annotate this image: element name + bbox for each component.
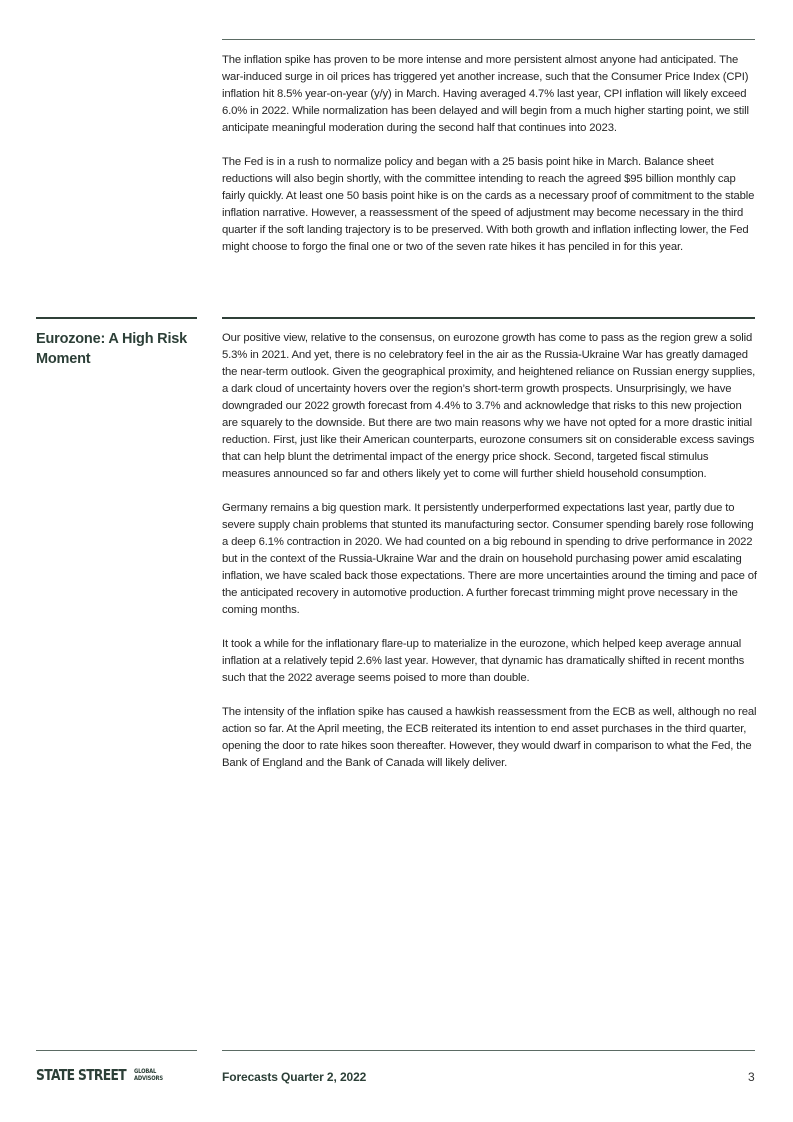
logo-subtext xyxy=(134,1068,163,1082)
eurozone-paragraph-3: It took a while for the inflationary flare-up to materialize in the eurozone, which helped keep average annual inflation at a relatively tepid 2.6% last year. However, that dynamic has dramatically shifted in recent months such that the 2022 average seems poised to more than double. xyxy=(222,638,745,684)
us-section-body xyxy=(222,52,758,256)
page-number: 3 xyxy=(748,1070,755,1084)
logo-subtext-line2: ADVISORS xyxy=(134,1074,163,1082)
logo-wordmark: STATE STREET xyxy=(36,1066,126,1084)
publication-title: Forecasts Quarter 2, 2022 xyxy=(222,1070,367,1084)
section-divider-left xyxy=(36,317,197,319)
eurozone-paragraph-2: Germany remains a big question mark. It persistently underperformed expectations last year, partly due to severe supply chain problems that stunted its manufacturing sector. Consumer spending barely rose following a deep 6.1% contraction in 2020. We had counted on a big rebound in spending to drive performance in 2022 but in the context of the Russia-Ukraine War and the drain on household purchasing power amid escalating inflation, we have scaled back those expectations. There are more uncertainties around the timing and pace of the anticipated recovery in automotive production. A further forecast trimming might prove necessary in the coming months. xyxy=(222,502,757,616)
eurozone-paragraph-1: Our positive view, relative to the consensus, on eurozone growth has come to pass as the region grew a solid 5.3% in 2021. And yet, there is no celebratory feel in the air as the Russia-Ukraine War has greatly damaged the near-term outlook. Given the geographical proximity, and heightened reliance on Russian energy supplies, a dark cloud of uncertainty hovers over the region’s short-term growth prospects. Unsurprisingly, we have downgraded our 2022 growth forecast from 4.4% to 3.7% and acknowledge that risks to this new projection are squarely to the downside. But there are two main reasons why we have not opted for a more drastic initial reduction. First, just like their American counterparts, eurozone consumers sit on considerable excess savings that can help blunt the detrimental impact of the energy price shock. Second, targeted fiscal stimulus measures announced so far and others likely yet to come will further shield household consumption. xyxy=(222,332,756,480)
footer-divider-left xyxy=(36,1050,197,1051)
us-paragraph-2: The Fed is in a rush to normalize policy and began with a 25 basis point hike in March. Balance sheet reductions will also begin shortly, with the committee intending to reach the agreed $95 billion monthly cap fairly quickly. At least one 50 basis point hike is on the cards as a necessary proof of commitment to the stable inflation narrative. However, a reassessment of the speed of adjustment may become necessary in the third quarter if the soft landing trajectory is to be preserved. With both growth and inflation inflecting lower, the Fed might choose to forgo the final one or two of the seven rate hikes it has penciled in for this year. xyxy=(222,156,755,253)
footer-divider-right xyxy=(222,1050,755,1051)
us-paragraph-1: The inflation spike has proven to be more intense and more persistent almost anyone had anticipated. The war-induced surge in oil prices has triggered yet another increase, such that the Consumer Price Index (CPI) inflation hit 8.5% year-on-year (y/y) in March. Having averaged 4.7% last year, CPI inflation will likely exceed 6.0% in 2022. While normalization has been delayed and will begin from a much higher starting point, we still anticipate meaningful moderation during the second half that continues into 2023. xyxy=(222,54,749,134)
state-street-logo xyxy=(36,1066,170,1084)
section-title-eurozone: Eurozone: A High Risk Moment xyxy=(36,331,188,367)
section-divider-right xyxy=(222,317,755,319)
logo-subtext-line1: GLOBAL xyxy=(134,1067,157,1075)
eurozone-section-body xyxy=(222,330,758,772)
eurozone-paragraph-4: The intensity of the inflation spike has caused a hawkish reassessment from the ECB as well, although no real action so far. At the April meeting, the ECB reiterated its intention to end asset purchases in the third quarter, opening the door to rate hikes soon thereafter. However, they would dwarf in comparison to what the Fed, the Bank of England and the Bank of Canada will likely deliver. xyxy=(222,706,757,769)
top-divider xyxy=(222,39,755,40)
